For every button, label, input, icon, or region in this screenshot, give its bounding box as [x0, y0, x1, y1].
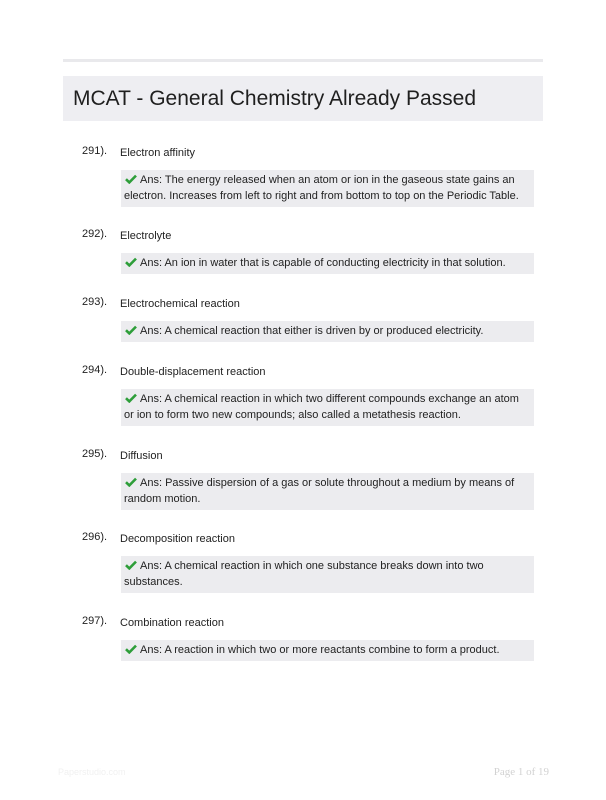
- item-term: Electron affinity: [120, 147, 196, 159]
- item-term: Electrolyte: [120, 230, 172, 242]
- answer-box: [121, 170, 534, 207]
- answer-text: Ans: The energy released when an atom or ion in the gaseous state gains an electron. Increases from left to right and from bottom to top on the Periodic Table.: [124, 174, 519, 202]
- answer-box: [121, 640, 534, 661]
- item-term: Decomposition reaction: [120, 533, 235, 545]
- item-number: 292).: [82, 228, 108, 240]
- answer-box: [121, 389, 534, 426]
- top-divider: [63, 59, 543, 62]
- check-icon: [125, 393, 137, 403]
- answer-text: Ans: Passive dispersion of a gas or solute throughout a medium by means of random motion.: [124, 477, 515, 505]
- check-icon: [125, 257, 137, 267]
- answer-box: [121, 321, 534, 342]
- item-term: Diffusion: [120, 450, 163, 462]
- footer-site-watermark: Paperstudio.com: [58, 767, 126, 777]
- check-icon: [125, 560, 137, 570]
- answer-text: Ans: A reaction in which two or more reactants combine to form a product.: [140, 644, 500, 656]
- check-icon: [125, 174, 137, 184]
- item-number: 296).: [82, 531, 108, 543]
- answer-box: [121, 253, 534, 274]
- answer-text: Ans: A chemical reaction in which one substance breaks down into two substances.: [124, 560, 484, 588]
- item-number: 291).: [82, 145, 108, 157]
- item-number: 294).: [82, 364, 108, 376]
- item-term: Electrochemical reaction: [120, 298, 240, 310]
- item-number: 295).: [82, 448, 108, 460]
- item-number: 297).: [82, 615, 108, 627]
- check-icon: [125, 477, 137, 487]
- answer-text: Ans: An ion in water that is capable of conducting electricity in that solution.: [140, 257, 506, 269]
- answer-box: [121, 473, 534, 510]
- check-icon: [125, 325, 137, 335]
- answer-box: [121, 556, 534, 593]
- answer-text: Ans: A chemical reaction in which two different compounds exchange an atom or ion to form two new compounds; also called a metathesis reaction.: [124, 393, 519, 421]
- item-term: Combination reaction: [120, 617, 224, 629]
- check-icon: [125, 644, 137, 654]
- page-title: MCAT - General Chemistry Already Passed: [73, 87, 477, 110]
- title-bar: [63, 76, 543, 121]
- item-term: Double-displacement reaction: [120, 366, 266, 378]
- item-number: 293).: [82, 296, 108, 308]
- page-number: Page 1 of 19: [493, 766, 549, 778]
- answer-text: Ans: A chemical reaction that either is driven by or produced electricity.: [140, 325, 484, 337]
